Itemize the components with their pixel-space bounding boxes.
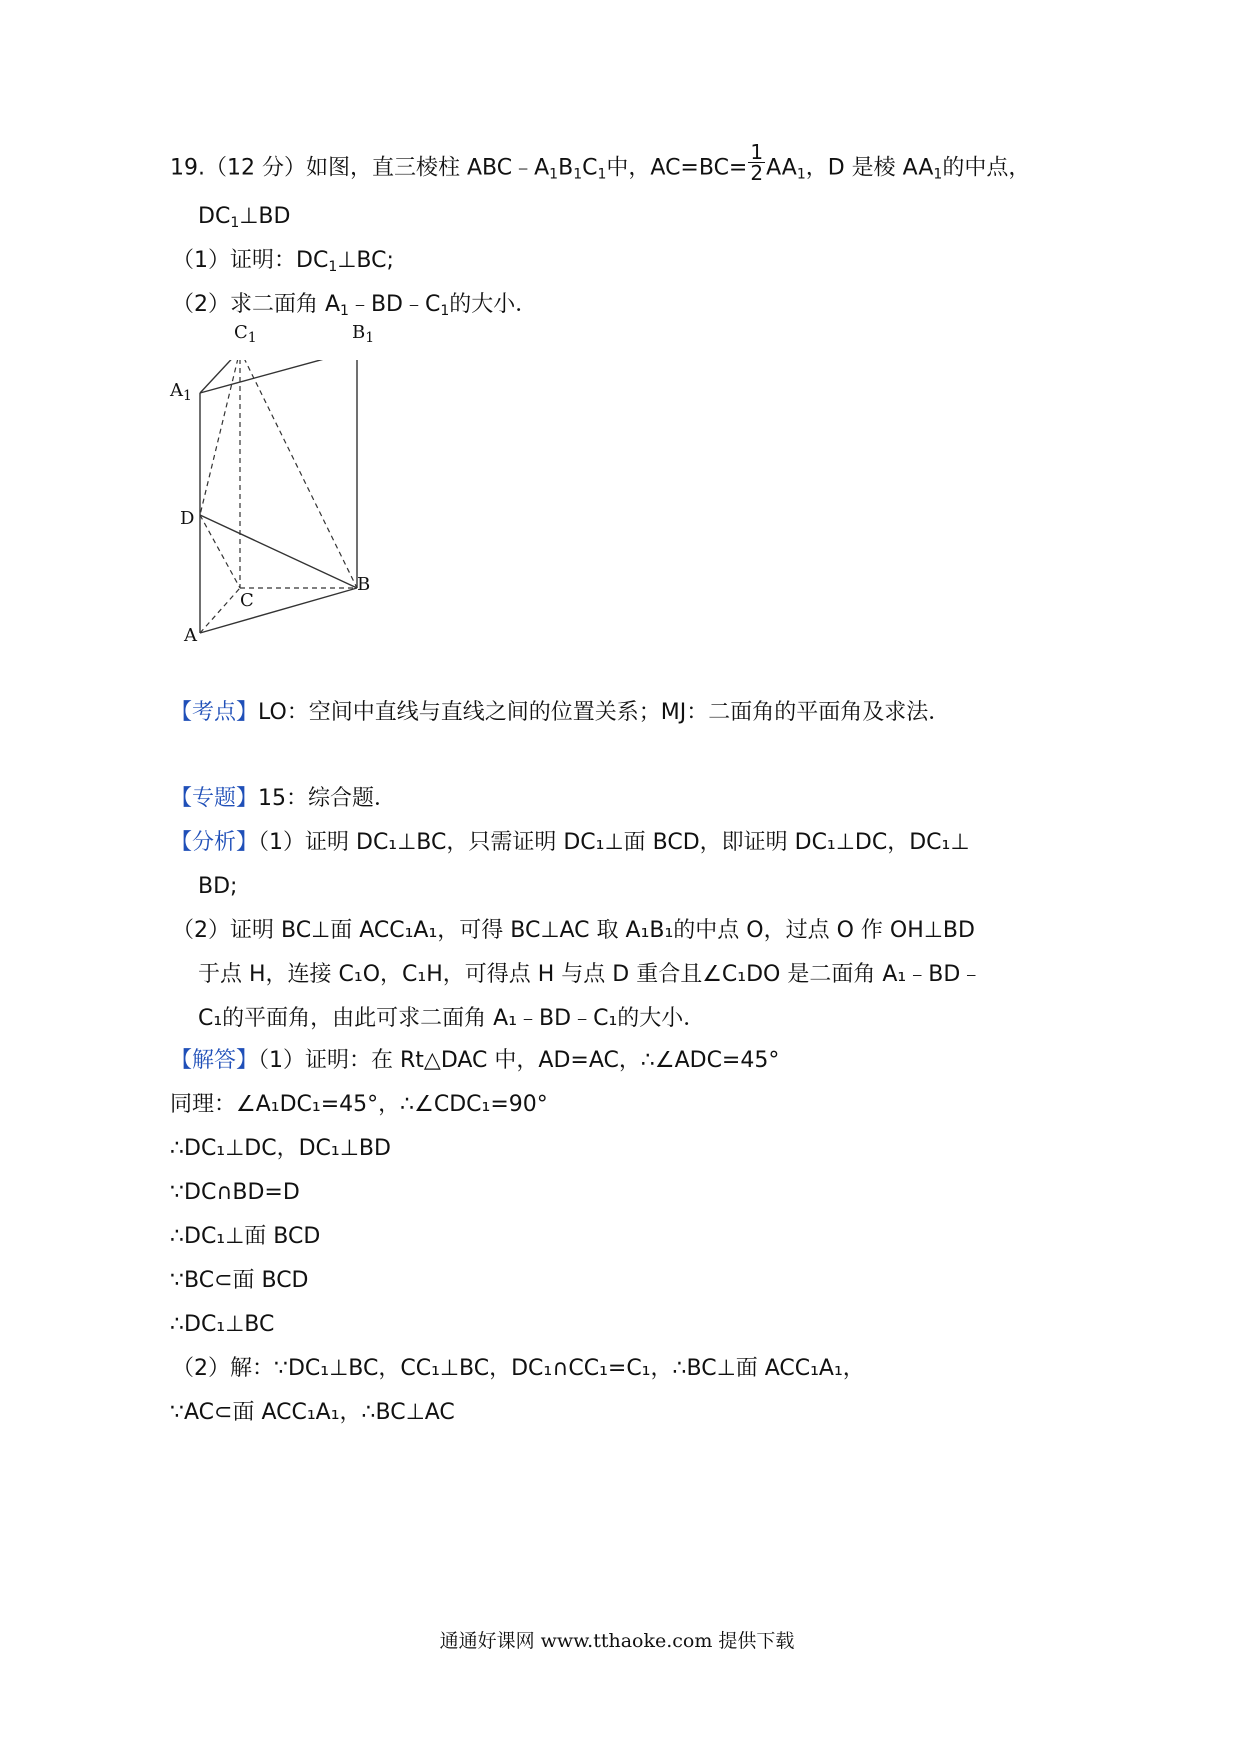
text: ⊥BC; xyxy=(337,248,394,273)
label-text: C xyxy=(240,590,254,611)
label-b1 xyxy=(352,322,374,346)
subscript: 1 xyxy=(183,388,192,404)
page-footer: 通通好课网 www.tthaoke.com 提供下载 xyxy=(439,1630,795,1652)
section-tag: 【专题】 xyxy=(170,786,259,811)
text: ，D 是棱 AA xyxy=(805,155,934,181)
text: 如图，直三棱柱 ABC﹣A xyxy=(306,155,550,181)
edge-a1-b1 xyxy=(200,360,357,393)
jieda-line-1 xyxy=(170,1046,779,1076)
label-a1 xyxy=(170,380,192,404)
subscript: 1 xyxy=(597,166,607,183)
label-text: A xyxy=(184,625,197,646)
section-text: BD; xyxy=(198,874,238,899)
subscript: 1 xyxy=(796,166,806,183)
text: （1）证明：DC xyxy=(172,248,329,273)
section-text: ∵AC⊂面 ACC₁A₁，∴BC⊥AC xyxy=(170,1400,455,1425)
text: ﹣BD﹣C xyxy=(348,292,441,317)
edge-d-b xyxy=(200,515,357,588)
section-text: ∴DC₁⊥面 BCD xyxy=(170,1224,321,1249)
label-text: D xyxy=(180,508,195,529)
section-text: （1）证明：在 Rt△DAC 中，AD=AC，∴∠ADC=45° xyxy=(258,1048,780,1073)
section-text: （2）解：∵DC₁⊥BC，CC₁⊥BC，DC₁∩CC₁=C₁，∴BC⊥面 ACC₁A₁， xyxy=(172,1356,865,1381)
section-text: LO：空间中直线与直线之间的位置关系；MJ：二面角的平面角及求法． xyxy=(258,700,951,725)
jieda-line-9 xyxy=(170,1398,455,1428)
edge-d-c xyxy=(200,515,240,588)
jieda-line-2 xyxy=(170,1090,548,1120)
kaodian xyxy=(170,698,950,728)
label-text: C xyxy=(234,322,248,343)
text: （2）求二面角 A xyxy=(172,292,341,317)
problem-number: 19. xyxy=(170,155,205,181)
fenxi-line-2 xyxy=(198,872,237,902)
section-text: （1）证明 DC₁⊥BC，只需证明 DC₁⊥面 BCD，即证明 DC₁⊥DC，DC₁⊥ xyxy=(258,830,970,855)
problem-line-1 xyxy=(170,140,1031,190)
fraction-denominator: 2 xyxy=(750,161,764,185)
question-2 xyxy=(172,290,537,326)
fraction xyxy=(748,142,765,183)
question-1 xyxy=(172,246,394,282)
fenxi-line-1 xyxy=(170,828,970,858)
subscript: 1 xyxy=(549,166,559,183)
subscript: 1 xyxy=(440,303,450,319)
fenxi-line-5 xyxy=(198,1004,705,1034)
fraction-numerator: 1 xyxy=(750,140,764,164)
text: B xyxy=(558,155,574,181)
problem-score: （12 分） xyxy=(205,155,306,181)
section-tag: 【考点】 xyxy=(170,700,259,725)
section-text: ∴DC₁⊥BC xyxy=(170,1312,275,1337)
section-text: ∴DC₁⊥DC，DC₁⊥BD xyxy=(170,1136,391,1161)
jieda-line-7 xyxy=(170,1310,274,1340)
label-c1 xyxy=(234,322,257,346)
text: C xyxy=(582,155,598,181)
zhuanti xyxy=(170,784,396,814)
label-a xyxy=(184,625,197,646)
subscript: 1 xyxy=(340,303,349,319)
section-text: ∵BC⊂面 BCD xyxy=(170,1268,309,1293)
label-b xyxy=(357,574,370,595)
label-text: A xyxy=(170,380,183,401)
section-text: （2）证明 BC⊥面 ACC₁A₁，可得 BC⊥AC 取 A₁B₁的中点 O，过点 O 作 OH⊥BD xyxy=(172,918,975,943)
text: AA xyxy=(766,155,797,181)
subscript: 1 xyxy=(933,166,943,183)
text: 的大小． xyxy=(449,292,538,317)
label-c xyxy=(240,590,254,611)
problem-line-2 xyxy=(198,202,290,238)
subscript: 1 xyxy=(230,215,240,231)
subscript: 1 xyxy=(573,166,583,183)
section-text: 同理：∠A₁DC₁=45°，∴∠CDC₁=90° xyxy=(170,1092,548,1117)
jieda-line-4 xyxy=(170,1178,300,1208)
section-tag: 【解答】 xyxy=(170,1048,259,1073)
fenxi-line-3 xyxy=(172,916,975,946)
jieda-line-5 xyxy=(170,1222,320,1252)
text: DC xyxy=(198,204,231,229)
subscript: 1 xyxy=(247,330,257,346)
section-tag: 【分析】 xyxy=(170,830,259,855)
edge-a-c xyxy=(200,588,240,633)
subscript: 1 xyxy=(365,330,375,346)
text: ⊥BD xyxy=(239,204,291,229)
fenxi-line-4 xyxy=(198,960,982,990)
label-d xyxy=(180,508,194,529)
section-text: C₁的平面角，由此可求二面角 A₁﹣BD﹣C₁的大小． xyxy=(198,1006,706,1031)
section-text: 15：综合题． xyxy=(258,786,397,811)
label-text: B xyxy=(352,322,366,343)
jieda-line-3 xyxy=(170,1134,391,1164)
edge-c1-b xyxy=(240,360,357,588)
edge-a-b xyxy=(200,588,357,633)
section-text: 于点 H，连接 C₁O，C₁H，可得点 H 与点 D 重合且∠C₁DO 是二面角 A₁﹣BD﹣ xyxy=(198,962,983,987)
label-text: B xyxy=(357,574,371,595)
section-text: ∵DC∩BD=D xyxy=(170,1180,300,1205)
prism-figure xyxy=(185,360,415,660)
jieda-line-6 xyxy=(170,1266,309,1296)
text: 的中点， xyxy=(942,155,1031,181)
jieda-line-8 xyxy=(172,1354,865,1384)
subscript: 1 xyxy=(328,259,338,275)
text: 中，AC=BC= xyxy=(606,155,748,181)
